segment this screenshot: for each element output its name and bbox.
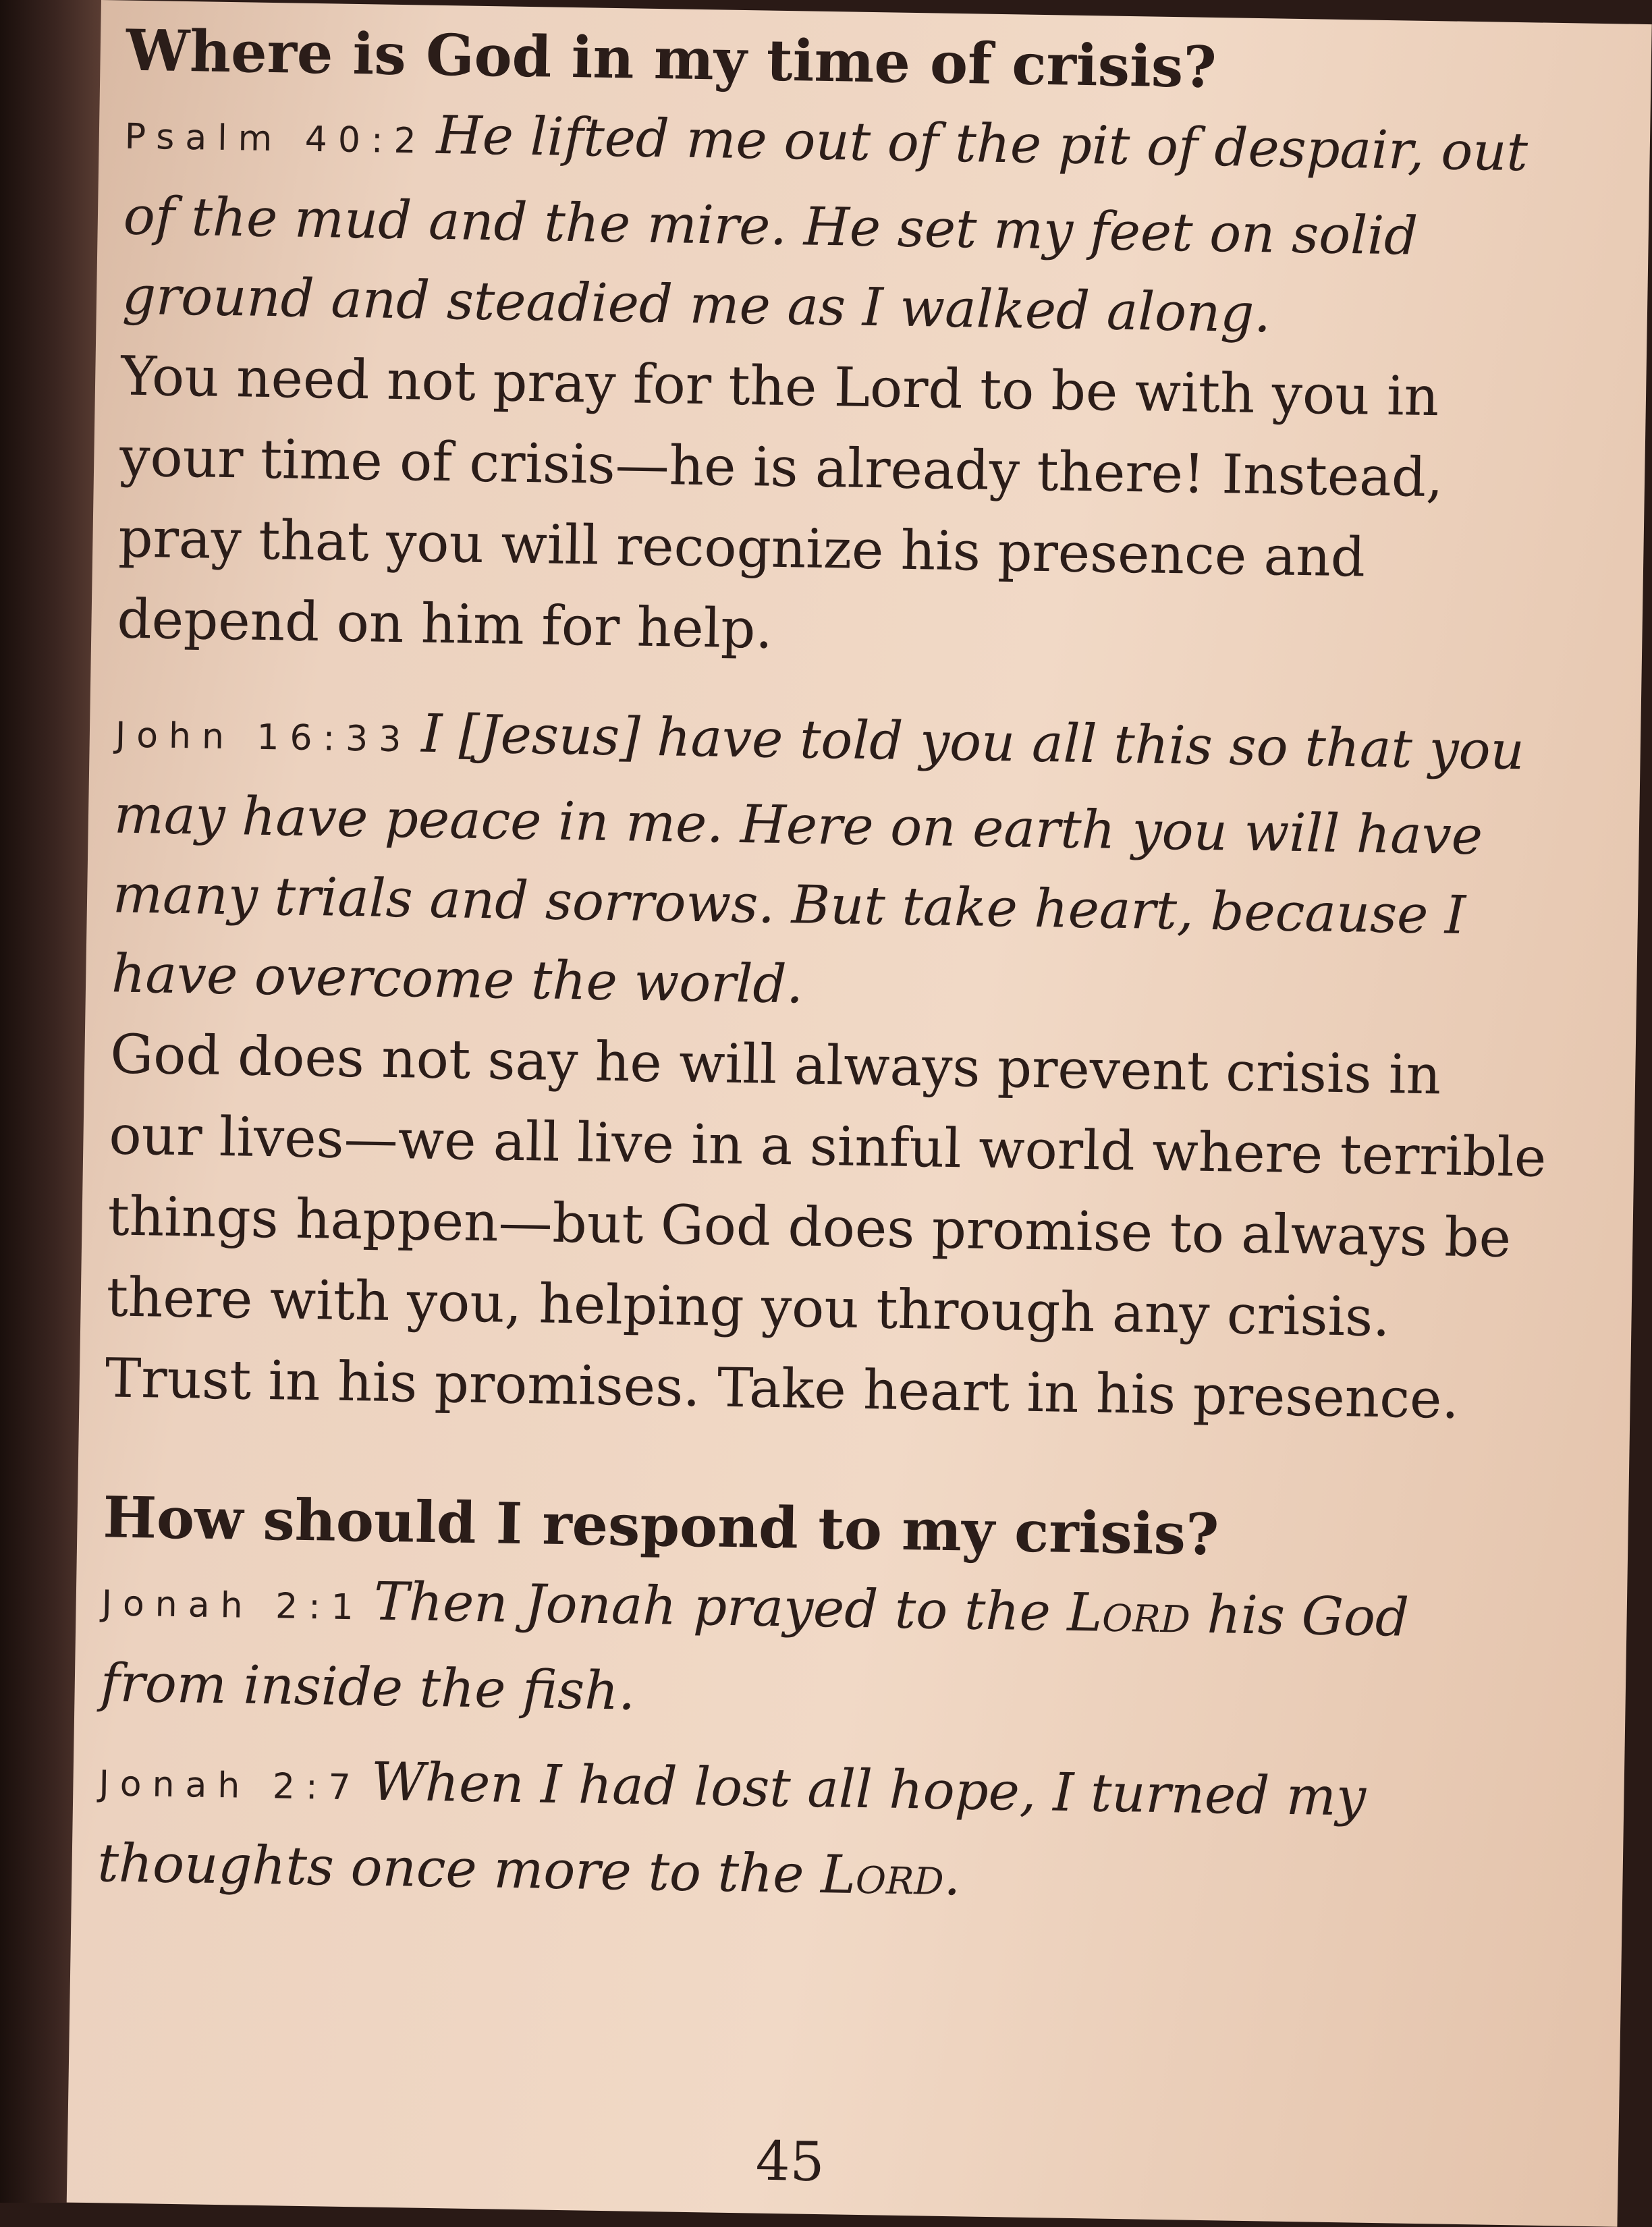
book-page <box>67 0 1652 2227</box>
scripture-reference: Jonah 2:1 <box>101 1583 365 1628</box>
scripture-entry-psalm-40-2 <box>121 91 1562 358</box>
scripture-entry-jonah-2-1 <box>100 1558 1540 1745</box>
page-content <box>97 14 1564 1926</box>
section-heading-where-is-god: Where is God in my time of crisis? <box>126 16 1217 101</box>
scripture-reference: Psalm 40:2 <box>124 116 428 162</box>
scripture-verse: He lifted me out of the pit of despair, out of the mud and the mire. He set my feet on solid ground and steadied me as I walked along. <box>121 105 1529 345</box>
verse-text-before: When I had lost all hope, I turned my thoughts once more to the <box>97 1751 1367 1906</box>
scripture-entry-jonah-2-7 <box>97 1738 1537 1925</box>
scripture-verse: I [Jesus] have told you all this so that you may have peace in me. Here on earth you will have many trials and sorrows. But take heart, because I have overcome the world. <box>111 703 1525 1016</box>
scripture-entry-john-16-33 <box>111 689 1553 1036</box>
verse-text-before: Then Jonah prayed to the <box>373 1571 1068 1643</box>
scripture-reference: John 16:33 <box>115 715 412 761</box>
commentary-paragraph: God does not say he will always prevent crisis in our lives—we all live in a sinful world where terrible things happen—but God does promise to always be there with you, helping you through any crisis. Trust in his promises. Take heart in his presence. <box>105 1022 1547 1431</box>
lord-small-caps: Lord <box>820 1844 945 1907</box>
page-number: 45 <box>755 2129 825 2194</box>
lord-small-caps: Lord <box>1066 1582 1191 1645</box>
commentary-paragraph: You need not pray for the Lord to be with you in your time of crisis—he is already there! Instead, pray that you will recognize his presence and depend on him for help. <box>116 344 1444 661</box>
scripture-reference: Jonah 2:7 <box>99 1763 362 1809</box>
section-heading-how-should-i-respond: How should I respond to my crisis? <box>102 1483 1219 1568</box>
verse-text-after: his God from inside the fish. <box>100 1584 1410 1722</box>
verse-text-after: . <box>943 1846 962 1908</box>
